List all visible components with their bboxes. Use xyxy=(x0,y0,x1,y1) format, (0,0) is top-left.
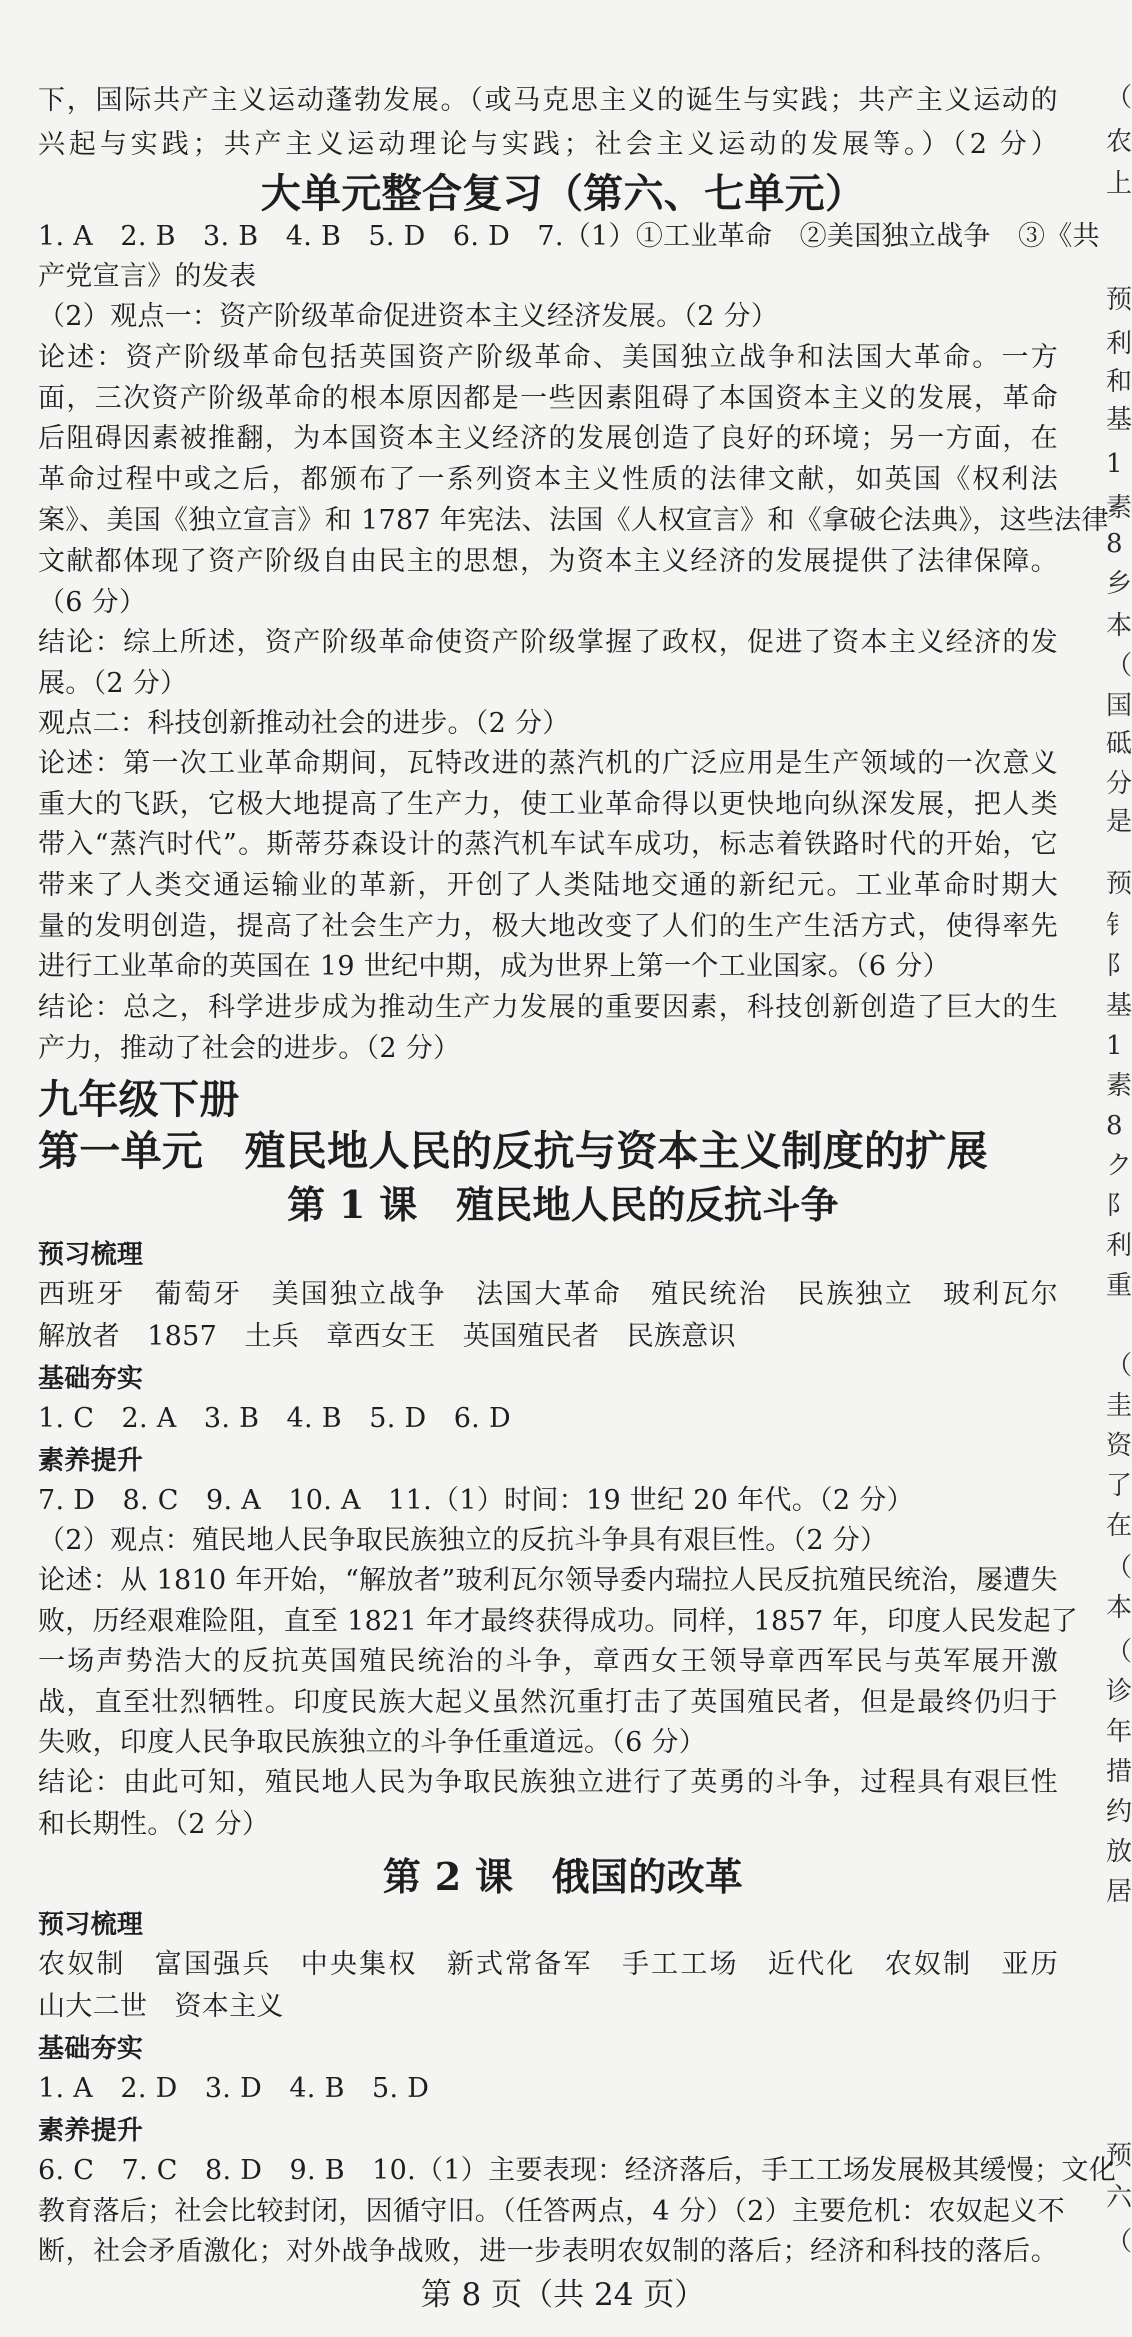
text-line: 面，三次资产阶级革命的根本原因都是一些因素阻碍了本国资本主义的发展，革命 xyxy=(38,383,1058,414)
cutoff-column-char: 阝 xyxy=(1106,1191,1132,1221)
text-line: 量的发明创造，提高了社会生产力，极大地改变了人们的生产生活方式，使得率先 xyxy=(38,911,1058,942)
text-line: 结论：综上所述，资产阶级革命使资产阶级掌握了政权，促进了资本主义经济的发 xyxy=(38,627,1058,658)
text-line: 1. A 2. B 3. B 4. B 5. D 6. D 7.（1）①工业革命 ②美国独立战争 ③《共 xyxy=(38,221,1100,252)
cutoff-column-char: 钅 xyxy=(1106,911,1132,941)
text-line: 结论：总之，科学进步成为推动生产力发展的重要因素，科技创新创造了巨大的生 xyxy=(38,992,1058,1023)
chapter-heading: 第一单元 殖民地人民的反抗与资本主义制度的扩展 xyxy=(38,1127,988,1175)
cutoff-column-char: 1 xyxy=(1106,449,1123,479)
cutoff-column-char: 8 xyxy=(1106,529,1123,559)
text-line: （2）观点一：资产阶级革命促进资本主义经济发展。（2 分） xyxy=(38,301,779,332)
section-label: 预习梳理 xyxy=(38,1910,144,1940)
cutoff-column-char: 重 xyxy=(1106,1271,1132,1301)
cutoff-column-char: 1 xyxy=(1106,1031,1123,1061)
cutoff-column-char: 乡 xyxy=(1106,569,1132,599)
cutoff-column-char: 圭 xyxy=(1106,1391,1132,1421)
cutoff-column-char: 预 xyxy=(1106,285,1132,315)
cutoff-column-char: 预 xyxy=(1106,869,1132,899)
cutoff-column-char: 和 xyxy=(1106,367,1132,397)
text-line: 西班牙 葡萄牙 美国独立战争 法国大革命 殖民统治 民族独立 玻利瓦尔 xyxy=(38,1279,1058,1310)
cutoff-column-char: 阝 xyxy=(1106,951,1132,981)
cutoff-column-char: （ xyxy=(1106,1637,1132,1667)
text-line: 1. C 2. A 3. B 4. B 5. D 6. D xyxy=(38,1403,511,1434)
cutoff-column-char: 年 xyxy=(1106,1717,1132,1747)
text-line: 论述：从 1810 年开始，“解放者”玻利瓦尔领导委内瑞拉人民反抗殖民统治，屡遭失 xyxy=(38,1565,1058,1596)
cutoff-column-char: （ xyxy=(1106,1351,1132,1381)
unit-review-heading: 大单元整合复习（第六、七单元） xyxy=(260,170,866,217)
text-line: 带来了人类交通运输业的革新，开创了人类陆地交通的新纪元。工业革命时期大 xyxy=(38,870,1058,901)
text-line: 下，国际共产主义运动蓬勃发展。（或马克思主义的诞生与实践；共产主义运动的 xyxy=(38,85,1058,116)
text-line: 和长期性。（2 分） xyxy=(38,1809,270,1840)
cutoff-column-char: （ xyxy=(1106,1553,1132,1583)
text-line: 论述：资产阶级革命包括英国资产阶级革命、美国独立战争和法国大革命。一方 xyxy=(38,342,1058,373)
cutoff-column-char: 砥 xyxy=(1106,729,1132,759)
cutoff-column-char: 诊 xyxy=(1106,1677,1132,1707)
text-line: （6 分） xyxy=(38,587,147,618)
cutoff-column-char: 基 xyxy=(1106,405,1132,435)
text-line: （2）观点：殖民地人民争取民族独立的反抗斗争具有艰巨性。（2 分） xyxy=(38,1525,888,1556)
text-line: 产力，推动了社会的进步。（2 分） xyxy=(38,1033,461,1064)
cutoff-column-char: 了 xyxy=(1106,1471,1132,1501)
grade-heading: 九年级下册 xyxy=(38,1077,240,1123)
cutoff-column-char: 预 xyxy=(1106,2141,1132,2171)
cutoff-column-char: 农 xyxy=(1106,127,1132,157)
text-line: 论述：第一次工业革命期间，瓦特改进的蒸汽机的广泛应用是生产领域的一次意义 xyxy=(38,748,1058,779)
cutoff-column-char: 本 xyxy=(1106,1593,1132,1623)
cutoff-column-char: 六 xyxy=(1106,2183,1132,2213)
cutoff-column-char: （ xyxy=(1106,2227,1132,2257)
text-line: 案》、美国《独立宣言》和 1787 年宪法、法国《人权宣言》和《拿破仑法典》，这些法律 xyxy=(38,505,1109,536)
cutoff-column-char: 利 xyxy=(1106,1231,1132,1261)
text-line: 文献都体现了资产阶级自由民主的思想，为资本主义经济的发展提供了法律保障。 xyxy=(38,546,1058,577)
text-line: 展。（2 分） xyxy=(38,668,188,699)
lesson-heading: 第 1 课 殖民地人民的反抗斗争 xyxy=(287,1182,839,1227)
text-line: 败，历经艰难险阻，直至 1821 年才最终获得成功。同样，1857 年，印度人民发起了 xyxy=(38,1606,1079,1637)
cutoff-column-char: 在 xyxy=(1106,1511,1132,1541)
text-line: 结论：由此可知，殖民地人民为争取民族独立进行了英勇的斗争，过程具有艰巨性 xyxy=(38,1767,1058,1798)
text-line: 7. D 8. C 9. A 10. A 11.（1）时间：19 世纪 20 年代。（2 分） xyxy=(38,1485,914,1516)
text-line: 失败，印度人民争取民族独立的斗争任重道远。（6 分） xyxy=(38,1727,707,1758)
text-line: 农奴制 富国强兵 中央集权 新式常备军 手工工场 近代化 农奴制 亚历 xyxy=(38,1949,1058,1980)
text-line: 断，社会矛盾激化；对外战争战败，进一步表明农奴制的落后；经济和科技的落后。 xyxy=(38,2236,1058,2267)
text-line: 1. A 2. D 3. D 4. B 5. D xyxy=(38,2073,430,2104)
cutoff-column-char: 素 xyxy=(1106,1071,1132,1101)
cutoff-column-char: 措 xyxy=(1106,1757,1132,1787)
section-label: 素养提升 xyxy=(38,1446,144,1476)
cutoff-column-char: 上 xyxy=(1106,169,1132,199)
text-line: 战，直至壮烈牺牲。印度民族大起义虽然沉重打击了英国殖民者，但是最终仍归于 xyxy=(38,1687,1058,1718)
text-line: 产党宣言》的发表 xyxy=(38,261,257,292)
text-line: 教育落后；社会比较封闭，因循守旧。（任答两点，4 分）（2）主要危机：农奴起义不 xyxy=(38,2196,1065,2227)
cutoff-column-char: ク xyxy=(1106,1151,1132,1181)
text-line: 进行工业革命的英国在 19 世纪中期，成为世界上第一个工业国家。（6 分） xyxy=(38,951,950,982)
cutoff-column-char: 分 xyxy=(1106,769,1132,799)
cutoff-column-char: 利 xyxy=(1106,329,1132,359)
cutoff-column-char: 本 xyxy=(1106,611,1132,641)
text-line: 6. C 7. C 8. D 9. B 10.（1）主要表现：经济落后，手工工场发展极其缓慢；文化 xyxy=(38,2155,1116,2186)
section-label: 预习梳理 xyxy=(38,1240,144,1270)
text-line: 山大二世 资本主义 xyxy=(38,1991,284,2022)
cutoff-column-char: （ xyxy=(1106,83,1132,113)
page-footer: 第 8 页（共 24 页） xyxy=(420,2277,706,2313)
text-line: 革命过程中或之后，都颁布了一系列资本主义性质的法律文献，如英国《权利法 xyxy=(38,464,1058,495)
text-line: 兴起与实践；共产主义运动理论与实践；社会主义运动的发展等。）（2 分） xyxy=(38,129,1058,160)
text-line: 解放者 1857 土兵 章西女王 英国殖民者 民族意识 xyxy=(38,1321,736,1352)
cutoff-column-char: 放 xyxy=(1106,1837,1132,1867)
cutoff-column-char: 资 xyxy=(1106,1431,1132,1461)
lesson-heading: 第 2 课 俄国的改革 xyxy=(382,1854,744,1899)
text-line: 一场声势浩大的反抗英国殖民统治的斗争，章西女王领导章西军民与英军展开激 xyxy=(38,1646,1058,1677)
cutoff-column-char: 8 xyxy=(1106,1111,1123,1141)
cutoff-column-char: 国 xyxy=(1106,691,1132,721)
section-label: 素养提升 xyxy=(38,2116,144,2146)
text-line: 后阻碍因素被推翻，为本国资本主义经济的发展创造了良好的环境；另一方面，在 xyxy=(38,423,1058,454)
cutoff-column-char: 基 xyxy=(1106,991,1132,1021)
text-line: 带入“蒸汽时代”。斯蒂芬森设计的蒸汽机车试车成功，标志着铁路时代的开始，它 xyxy=(38,829,1058,860)
cutoff-column-char: 约 xyxy=(1106,1797,1132,1827)
cutoff-column-char: 是 xyxy=(1106,807,1132,837)
text-line: 重大的飞跃，它极大地提高了生产力，使工业革命得以更快地向纵深发展，把人类 xyxy=(38,789,1058,820)
section-label: 基础夯实 xyxy=(38,2034,144,2064)
text-line: 观点二：科技创新推动社会的进步。（2 分） xyxy=(38,708,570,739)
cutoff-column-char: （ xyxy=(1106,651,1132,681)
section-label: 基础夯实 xyxy=(38,1364,144,1394)
cutoff-column-char: 素 xyxy=(1106,493,1132,523)
cutoff-column-char: 居 xyxy=(1106,1877,1132,1907)
